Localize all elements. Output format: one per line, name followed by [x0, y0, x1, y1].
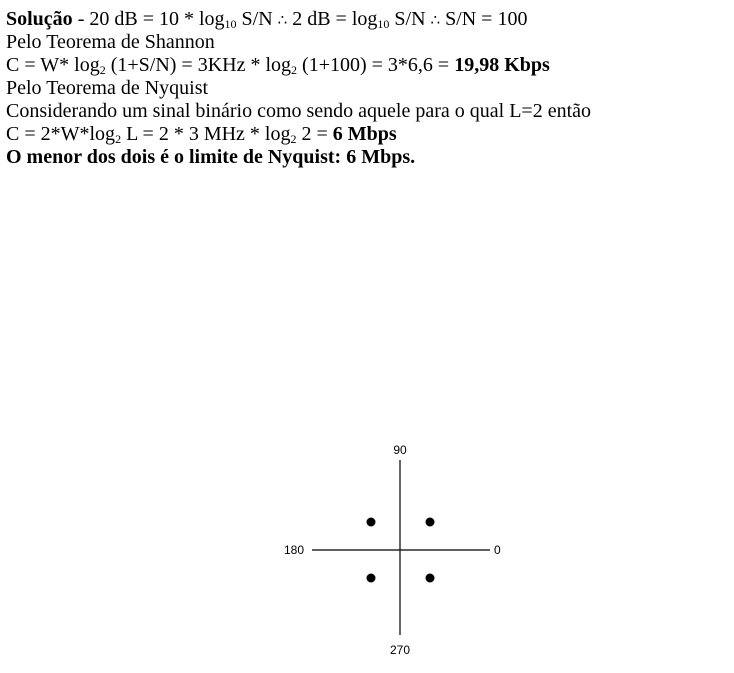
label-270: 270 [389, 643, 411, 657]
label-0: 0 [494, 543, 501, 557]
subscript: 2 [290, 132, 297, 146]
label-90: 90 [393, 443, 407, 457]
solution-label: Solução [6, 8, 73, 30]
shannon-formula [6, 54, 732, 77]
text-span: 2 = [296, 123, 333, 145]
solution-line-1 [6, 8, 732, 31]
text-span: S/N [236, 8, 278, 30]
constellation-diagram [260, 430, 520, 670]
label-180: 180 [283, 543, 304, 557]
text-span: 2 dB = log [287, 8, 378, 30]
subscript: 10 [224, 17, 237, 31]
therefore-symbol: ∴ [430, 11, 441, 29]
nyquist-formula [6, 123, 732, 146]
therefore-symbol: ∴ [277, 11, 288, 29]
text-span: S/N = 100 [440, 8, 528, 30]
text-span: (1+100) = 3*6,6 = [297, 54, 455, 76]
text-span: (1+S/N) = 3KHz * log [105, 54, 292, 76]
conclusion-text: O menor dos dois é o limite de Nyquist: 6 Mbps. [6, 146, 416, 168]
text-span: L = 2 * 3 MHz * log [121, 123, 291, 145]
constellation-point [367, 518, 376, 527]
nyquist-result: 6 Mbps [332, 123, 397, 145]
text-span: - 20 dB = 10 * log [72, 8, 225, 30]
solution-text [6, 8, 732, 169]
text-span: S/N [389, 8, 431, 30]
constellation-svg [260, 430, 520, 670]
constellation-point [426, 574, 435, 583]
constellation-point [426, 518, 435, 527]
text-span: C = 2*W*log [6, 123, 116, 145]
subscript: 2 [291, 63, 298, 77]
subscript: 2 [99, 63, 106, 77]
nyquist-heading: Pelo Teorema de Nyquist [6, 77, 209, 99]
subscript: 10 [377, 17, 390, 31]
shannon-heading: Pelo Teorema de Shannon [6, 31, 215, 53]
conclusion [6, 146, 732, 169]
text-span: C = W* log [6, 54, 100, 76]
constellation-point [367, 574, 376, 583]
subscript: 2 [115, 132, 122, 146]
shannon-result: 19,98 Kbps [454, 54, 550, 76]
binary-signal-note: Considerando um sinal binário como sendo aquele para o qual L=2 então [6, 100, 592, 122]
